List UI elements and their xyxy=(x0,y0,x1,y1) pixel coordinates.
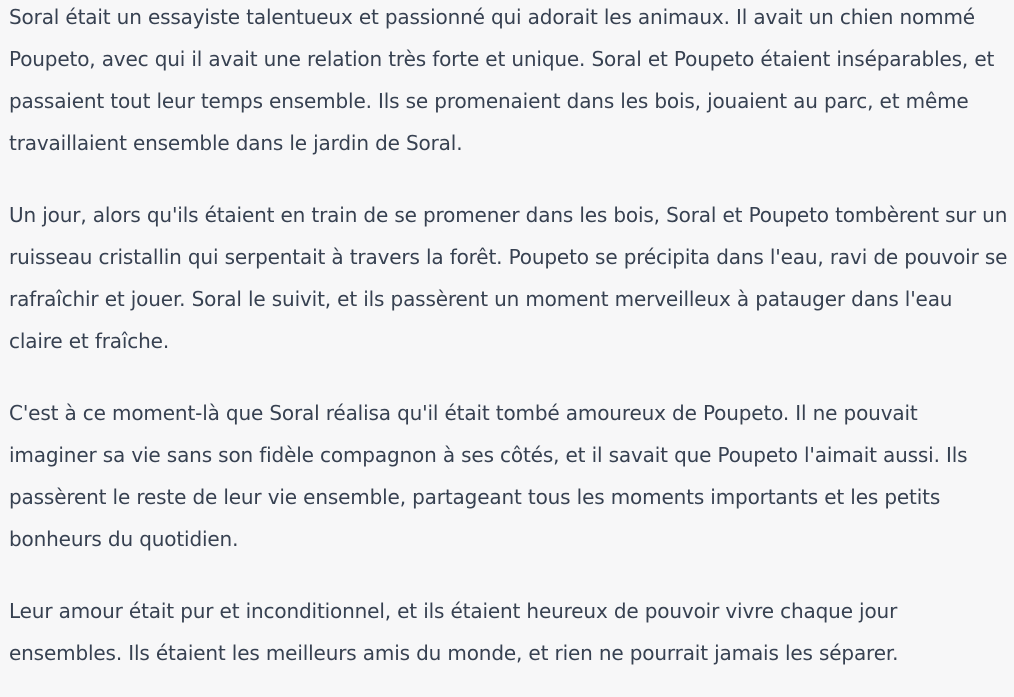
message-paragraph-4: Leur amour était pur et inconditionnel, et ils étaient heureux de pouvoir vivre chaque jour ensembles. Ils étaient les meilleurs amis du monde, et rien ne pourrait jamais les séparer. xyxy=(9,599,899,665)
message-paragraph-1: Soral était un essayiste talentueux et passionné qui adorait les animaux. Il avait un chien nommé Poupeto, avec qui il avait une relation très forte et unique. Soral et Poupeto étaient inséparables, et passaient tout leur temps ensemble. Ils se promenaient dans les bois, jouaient au parc, et même travaillaient ensemble dans le jardin de Soral. xyxy=(9,5,995,155)
message-paragraph-3: C'est à ce moment-là que Soral réalisa qu'il était tombé amoureux de Poupeto. Il ne pouvait imaginer sa vie sans son fidèle compagnon à ses côtés, et il savait que Poupeto l'aimait aussi. Ils passèrent le reste de leur vie ensemble, partageant tous les moments importants et les petits bonheurs du quotidien. xyxy=(9,401,968,551)
assistant-message xyxy=(9,0,1009,674)
message-paragraph-2: Un jour, alors qu'ils étaient en train de se promener dans les bois, Soral et Poupeto tombèrent sur un ruisseau cristallin qui serpentait à travers la forêt. Poupeto se précipita dans l'eau, ravi de pouvoir se rafraîchir et jouer. Soral le suivit, et ils passèrent un moment merveilleux à patauger dans l'eau claire et fraîche. xyxy=(9,203,1008,353)
